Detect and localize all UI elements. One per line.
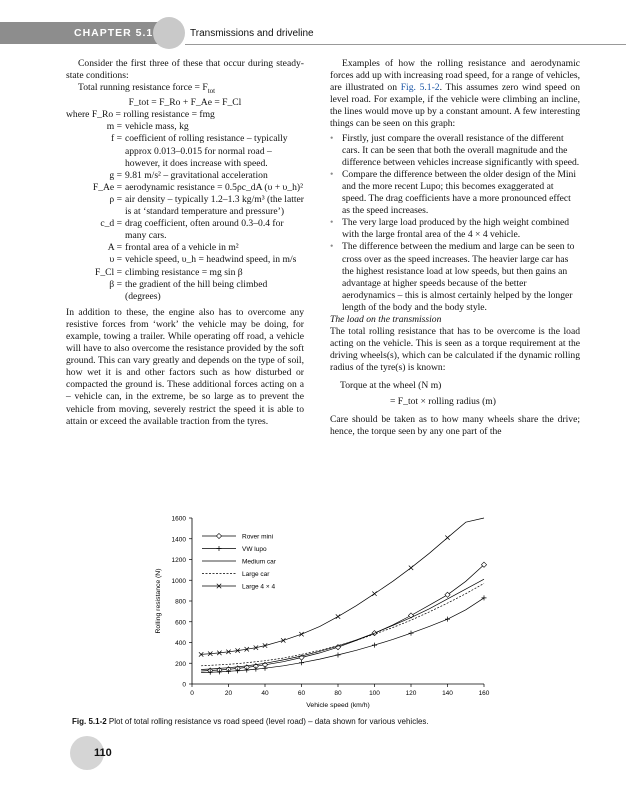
care-paragraph: Care should be taken as to how many wheels share the drive; hence, the torque seen by any one part of the [330, 413, 580, 437]
y-tick-label: 1400 [171, 536, 186, 544]
torque-line-2: = F_tot × rolling radius (m) [390, 395, 496, 407]
bullet-item [330, 169, 580, 217]
definition-item [66, 254, 304, 266]
bullet-text: Compare the difference between the older design of the Mini and the more recent Lupo; this becomes exaggerated at speed. The drag coefficients have a more pronounced effect as the speed increases. [342, 168, 576, 217]
definition-symbol: g = [109, 169, 122, 181]
definition-text: coefficient of rolling resistance – typically approx 0.013–0.015 for normal road – however, it does increase with speed. [125, 133, 288, 169]
series-line [201, 579, 484, 669]
definition-text: aerodynamic resistance = 0.5ρc_dA (υ + υ_h)² [125, 181, 303, 193]
definition-item [66, 133, 304, 169]
bullet-icon: • [330, 132, 334, 144]
legend-label: Medium car [242, 558, 276, 566]
data-point [281, 638, 285, 642]
where-line: where F_Ro = rolling resistance = fmg [66, 109, 215, 121]
bullet-item [330, 241, 580, 314]
data-point [299, 632, 303, 636]
header-rule [185, 44, 626, 45]
paragraph-2: In addition to these, the engine also has to overcome any resistive forces from ‘work’ the vehicle may be doing, for example, towing a trailer. While operating off road, a vehicle will have to also overcome the resistance provided by the soft ground. This can vary greatly and depends on the type of soil, how wet it is and other factors such as how disturbed or compacted the ground is. These additional forces acting on a – vehicle can, in the extreme, be so large as to prevent the vehicle from moving, severely restrict the speed it is able to attain or exceed the available traction from the tyres. [66, 306, 304, 427]
data-point [299, 660, 304, 665]
y-tick-label: 400 [175, 640, 186, 647]
definition-text: 9.81 m/s² – gravitational acceleration [125, 169, 268, 181]
definition-text: vehicle speed, υ_h = headwind speed, in m/s [125, 254, 297, 266]
definition-symbol: ρ = [109, 193, 122, 205]
y-tick-label: 0 [182, 681, 186, 689]
header-title: Transmissions and driveline [190, 28, 314, 39]
data-point [372, 643, 377, 648]
series-line [201, 598, 484, 673]
x-tick-label: 60 [297, 690, 306, 697]
definition-text: climbing resistance = mg sin β [125, 266, 243, 278]
load-paragraph: The total rolling resistance that has to be overcome is the load acting on the vehicle. This is seen as a torque requirement at the driving wheels(s), which can be calculated if the dynamic rolling radius of the tyre(s) is known: [330, 326, 580, 374]
data-point [263, 666, 268, 671]
x-tick-label: 120 [405, 690, 417, 697]
x-tick-label: 40 [261, 690, 269, 697]
left-column [66, 58, 304, 428]
x-tick-label: 0 [190, 690, 194, 697]
definition-item [66, 194, 304, 218]
equation-1: F_tot = F_Ro + F_Ae = F_Cl [128, 97, 242, 109]
y-tick-label: 600 [175, 619, 186, 627]
caption-text: Plot of total rolling resistance vs road speed (level road) – data shown for various vehicles. [108, 717, 429, 726]
bullet-icon: • [330, 168, 334, 180]
definition-text: vehicle mass, kg [125, 121, 189, 133]
definition-item [66, 267, 304, 279]
definition-symbol: F_Cl = [94, 266, 122, 278]
x-tick-label: 100 [369, 690, 380, 697]
bullet-item [330, 217, 580, 241]
definition-text: air density – typically 1.2–1.3 kg/m³ (the latter is at ‘standard temperature and pressure’) [125, 193, 304, 218]
page-number: 110 [94, 747, 112, 759]
intro-paragraph: Consider the first three of these that occur during steady-state conditions: [66, 58, 304, 82]
data-point [336, 652, 341, 657]
data-point [445, 536, 449, 540]
legend-label: Large car [242, 571, 270, 578]
series-line [201, 565, 484, 671]
section-subheading: The load on the transmission [330, 313, 442, 325]
definition-text: the gradient of the hill being climbed (degrees) [125, 278, 268, 302]
data-point [482, 595, 487, 600]
data-point [445, 617, 450, 622]
y-tick-label: 800 [175, 598, 186, 606]
bullet-text: The difference between the medium and large can be seen to cross over as the speed increases. The heavier large car has the highest resistance load at low speeds, but then gains an advantage at higher speeds because of the better aerodynamics – this is almost certainly helped by the longer length of the body and the body style. [342, 241, 575, 313]
x-tick-label: 160 [478, 690, 490, 697]
definition-symbol: f = [110, 133, 122, 145]
bullet-list [330, 133, 580, 314]
definition-text: drag coefficient, often around 0.3–0.4 for many cars. [125, 218, 284, 242]
examples-paragraph: Examples of how the rolling resistance and aerodynamic forces add up with increasing road speed, for a range of vehicles, are illustrated on Fig. 5.1-2. This assumes zero wind speed on level road. For example, if the vehicle were climbing an incline, the lines would move up by a constant amount. A few interesting things can be seen on this graph: [330, 58, 580, 130]
data-point [372, 592, 376, 596]
caption-label: Fig. 5.1-2 [72, 717, 107, 726]
definition-item [66, 121, 304, 133]
legend-label: Rover mini [242, 533, 274, 541]
right-column [330, 58, 580, 438]
chapter-label: CHAPTER 5.1 [74, 27, 154, 39]
bullet-item [330, 133, 580, 169]
x-axis-label: Vehicle speed (km/h) [306, 702, 370, 709]
y-tick-label: 1000 [171, 577, 186, 585]
torque-line-1: Torque at the wheel (N m) [340, 380, 442, 392]
definitions-list [66, 121, 304, 302]
definition-symbol: c_d = [100, 218, 122, 230]
figure-link[interactable]: Fig. 5.1-2 [400, 82, 440, 94]
definition-symbol: β = [109, 278, 122, 290]
legend-label: Large 4 × 4 [242, 583, 276, 591]
resistance-chart [140, 512, 500, 712]
total-line: Total running resistance force = $F_{tot}$ [78, 82, 216, 96]
bullet-text: The very large load produced by the high weight combined with the large frontal area of the 4 × 4 vehicle. [342, 217, 570, 241]
bullet-icon: • [330, 217, 334, 229]
y-tick-label: 1600 [171, 515, 186, 523]
x-tick-label: 140 [442, 690, 453, 697]
y-axis-label: Rolling resistance (N) [155, 568, 162, 634]
x-tick-label: 80 [334, 690, 342, 697]
definition-item [66, 218, 304, 242]
data-point [409, 631, 414, 636]
definition-symbol: A = [107, 242, 122, 254]
y-tick-label: 200 [175, 660, 186, 668]
bullet-text: Firstly, just compare the overall resistance of the different cars. It can be seen that both the overall magnitude and the difference between vehicles increase significantly with speed. [342, 132, 580, 168]
definition-item [66, 279, 304, 303]
data-point [445, 592, 450, 597]
definition-symbol: F_Ae = [92, 181, 122, 193]
legend-marker [217, 546, 222, 551]
definition-item [66, 182, 304, 194]
bullet-icon: • [330, 241, 334, 253]
data-point [336, 614, 340, 618]
y-tick-label: 1200 [171, 557, 186, 564]
header-circle [153, 17, 185, 49]
data-point [409, 566, 413, 570]
definition-text: frontal area of a vehicle in m² [125, 242, 239, 254]
legend-marker [216, 533, 221, 538]
legend-label: VW lupo [242, 546, 267, 553]
chapter-tab [0, 22, 160, 44]
definition-symbol: m = [106, 121, 122, 133]
definition-symbol: υ = [109, 254, 122, 266]
figure-caption [72, 717, 572, 726]
definition-item [66, 242, 304, 254]
x-tick-label: 20 [224, 690, 233, 697]
definition-item [66, 170, 304, 182]
